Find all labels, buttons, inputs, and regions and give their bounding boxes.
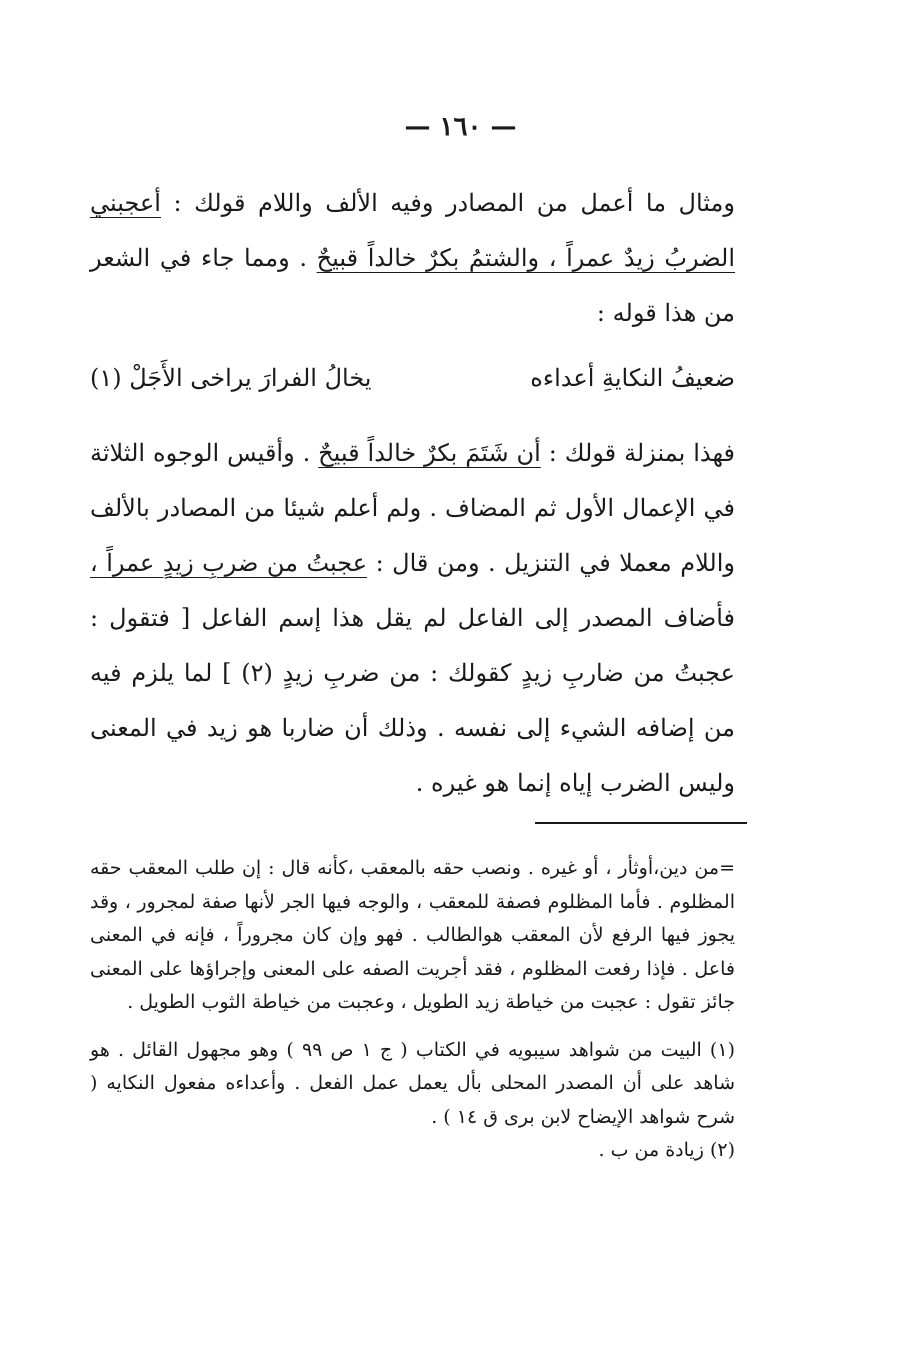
poetry-verse [90, 351, 735, 406]
para2-text-b: . وأقيس الوجوه الثلاثة في الإعمال الأول ثم المضاف . ولم أعلم شيئا من المصادر بالألف واللام معملا في التنزيل . ومن قال : [90, 439, 736, 577]
footnote-2: (٢) زيادة من ب . [598, 1139, 735, 1161]
para2-example: أن شَتَمَ بكرٌ خالداً قبيحٌ [318, 439, 541, 467]
footnote-continuation: =من دين،أوثأر ، أو غيره . ونصب حقه بالمعقب ،كأنه قال : إن طلب المعقب حقه المظلوم . فأما المظلوم فصفة للمعقب ، والوجه فيها الجر لأنها صفة لمجرور ، وقد يجوز فيها الرفع لأن المعقب هوالطالب . فهو وإن كان مجروراً ، فإنه في المعنى فاعل . فإذا رفعت المظلوم ، فقد أجريت الصفه على المعنى وإجراؤها على المعنى جائز تقول : عجبت من خياطة زيد الطويل ، وعجبت من خياطة الثوب الطويل . [90, 857, 735, 1013]
main-text [90, 176, 735, 811]
footnotes [90, 852, 735, 1168]
verse-first-hemistich: ضعيفُ النكايةِ أعداءه [530, 364, 735, 392]
footnote-1: (١) البيت من شواهد سيبويه في الكتاب ( ج ١ ص ٩٩ ) وهو مجهول القائل . هو شاهد على أن المصدر المحلى بأل يعمل عمل الفعل . وأعداءه مفعول النكايه ( شرح شواهد الإيضاح لابن برى ق ١٤ ) . [90, 1038, 735, 1128]
para2-text-c: فأضاف المصدر إلى الفاعل لم يقل هذا إسم الفاعل [ فتقول : عجبتُ من ضاربِ زيدٍ كقولك : من ضربِ زيدٍ (٢) ] لما يلزم فيه من إضافه الشيء إلى نفسه . وذلك أن ضاربا هو زيد في المعنى وليس الضرب إياه إنما هو غيره . [90, 604, 735, 797]
para1-example: أعجبني الضربُ زيدٌ عمراً ، والشتمُ بكرٌ خالداً قبيحٌ [90, 189, 736, 272]
page-number: — ١٦٠ — [404, 112, 517, 142]
para2-text-a: فهذا بمنزلة قولك : [540, 439, 736, 467]
para1-text-a: ومثال ما أعمل من المصادر وفيه الألف واللام قولك : [160, 189, 735, 217]
para1-text-b: . ومما جاء في الشعر من هذا قوله : [90, 244, 735, 327]
para2-example-2: عجبتُ من ضربِ زيدٍ عمراً ، [90, 549, 368, 577]
footnote-separator [535, 822, 747, 824]
paragraph-1 [90, 176, 735, 341]
verse-second-hemistich: يخالُ الفرارَ يراخى الأَجَلْ (١) [90, 364, 372, 392]
paragraph-2 [90, 426, 735, 811]
